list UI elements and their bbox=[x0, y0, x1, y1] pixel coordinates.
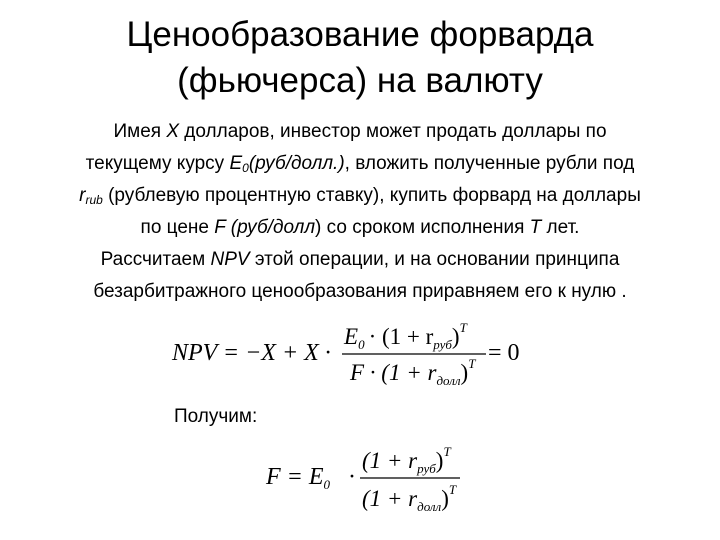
variable-x: X bbox=[166, 121, 180, 142]
text-segment: Рассчитаем bbox=[100, 249, 211, 270]
npv-denominator bbox=[349, 356, 476, 388]
f-numerator-body: (1 + r bbox=[362, 448, 418, 473]
npv-rhs: = 0 bbox=[488, 340, 520, 366]
f-numerator-subscript: руб bbox=[417, 461, 436, 476]
numerator-close: ) bbox=[451, 324, 460, 349]
text-segment: Имея bbox=[113, 121, 167, 142]
numerator-e: E bbox=[344, 324, 359, 349]
denominator-body: F · (1 + r bbox=[350, 360, 437, 385]
f-denominator-body: (1 + r bbox=[362, 486, 418, 511]
explanation-paragraph bbox=[14, 116, 706, 308]
variable-r: r bbox=[79, 185, 86, 206]
text-segment: долларов, инвестор может продать доллары по bbox=[179, 121, 607, 142]
f-denominator-exponent: T bbox=[448, 482, 457, 497]
f-lhs-subscript: 0 bbox=[323, 477, 331, 492]
rate-unit: (руб/долл.) bbox=[248, 153, 345, 174]
variable-f: F bbox=[214, 217, 226, 238]
f-denominator-close: ) bbox=[441, 486, 449, 511]
npv-formula bbox=[170, 314, 530, 394]
text-segment: лет. bbox=[541, 217, 580, 238]
text-segment: текущему курсу bbox=[85, 153, 230, 174]
f-numerator bbox=[362, 444, 451, 476]
multiply-dot: · bbox=[348, 464, 356, 490]
paragraph-line-5 bbox=[14, 244, 706, 276]
paragraph-line-6: безарбитражного ценообразования приравняем его к нулю . bbox=[93, 281, 627, 302]
variable-t: T bbox=[529, 217, 542, 238]
numerator-subscript: руб bbox=[433, 337, 452, 352]
npv-numerator bbox=[343, 320, 468, 352]
denominator-exponent: T bbox=[468, 356, 476, 371]
npv-lhs: NPV = −X + X · bbox=[172, 340, 331, 366]
title-line-2: (фьючерса) на валюту bbox=[177, 61, 543, 100]
f-lhs bbox=[265, 464, 331, 492]
variable-npv: NPV bbox=[210, 249, 250, 270]
paragraph-line-1 bbox=[14, 116, 706, 148]
paragraph-line-3 bbox=[14, 180, 706, 212]
slide-title bbox=[0, 12, 720, 104]
denominator-close: ) bbox=[460, 360, 469, 385]
denominator-subscript: долл bbox=[436, 373, 461, 388]
f-denominator-subscript: долл bbox=[417, 499, 442, 514]
variable-r-rub bbox=[79, 185, 103, 206]
f-numerator-exponent: T bbox=[443, 444, 451, 459]
paragraph-line-2 bbox=[14, 148, 706, 180]
variable-e0 bbox=[229, 153, 248, 174]
numerator-e-subscript: 0 bbox=[358, 337, 365, 352]
text-segment: этой операции, и на основании принципа bbox=[249, 249, 620, 270]
text-segment: , вложить полученные рубли под bbox=[344, 153, 635, 174]
forward-price-formula bbox=[262, 436, 472, 518]
f-lhs-body: F = E bbox=[266, 464, 324, 490]
variable-e: E bbox=[229, 153, 243, 174]
numerator-exponent: T bbox=[459, 320, 467, 335]
text-segment: (рублевую процентную ставку), купить форвард на доллары bbox=[102, 185, 641, 206]
f-denominator bbox=[362, 482, 457, 514]
text-segment: ) со сроком исполнения bbox=[315, 217, 530, 238]
text-segment: по цене bbox=[140, 217, 215, 238]
numerator-body: · (1 + r bbox=[368, 324, 434, 349]
subscript: rub bbox=[85, 193, 103, 207]
subscript: 0 bbox=[242, 161, 249, 175]
title-line-1: Ценообразование форварда bbox=[126, 15, 594, 54]
paragraph-line-4 bbox=[14, 212, 706, 244]
rate-unit: (руб/долл bbox=[225, 217, 316, 238]
f-numerator-close: ) bbox=[435, 448, 444, 473]
result-label: Получим: bbox=[174, 406, 258, 427]
